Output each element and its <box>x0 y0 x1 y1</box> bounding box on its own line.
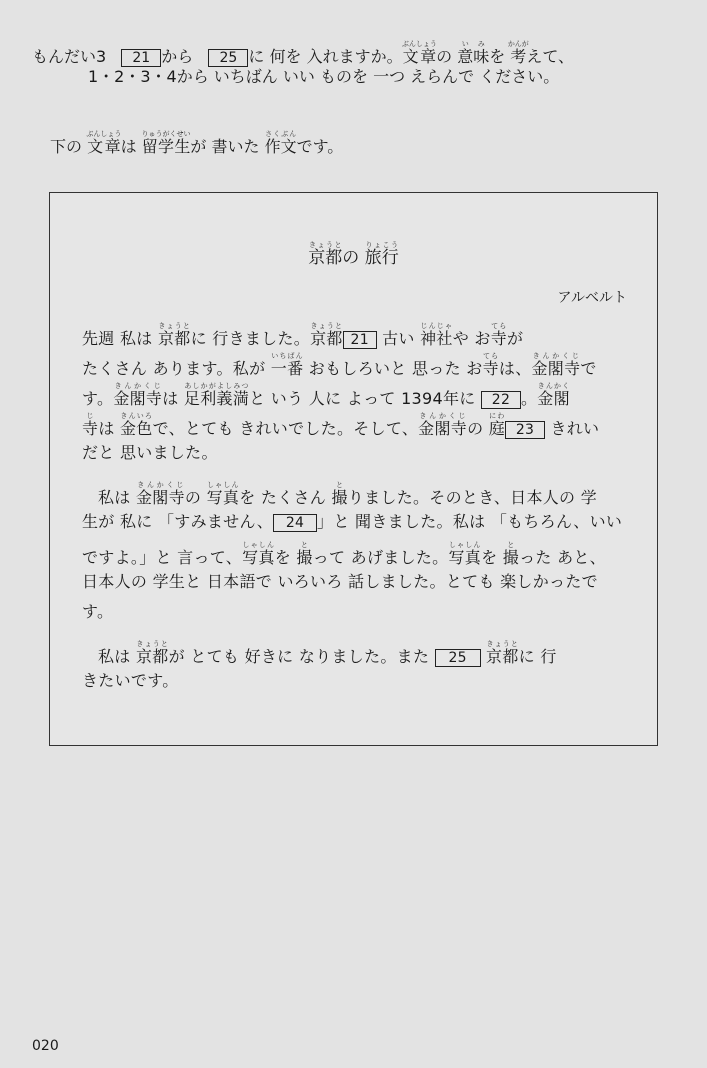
essay-line-10: す。 <box>82 602 114 621</box>
blank-23: 23 <box>505 421 545 439</box>
instruction-line-1 <box>32 40 574 68</box>
instruction-text-1: に 何を 入れますか。 <box>248 47 403 66</box>
essay-title: 京都きょうとの 旅行りょこう <box>308 241 399 268</box>
ruby-imi: 意味いみ <box>457 40 490 66</box>
essay-line-2: たくさん あります。私が 一番いちばん おもしろいと 思った お寺てらは、金閣寺きんかくじで <box>82 352 597 378</box>
essay-line-6: 私は 金閣寺きんかくじの 写真しゃしんを たくさん 撮とりました。そのとき、日本人の 学 <box>98 481 598 507</box>
essay-box <box>49 192 658 746</box>
ruby-kanga: 考かんが <box>507 40 529 66</box>
instruction-line-2: 1・2・3・4から いちばん いい ものを 一つ えらんで ください。 <box>88 67 560 86</box>
essay-line-12: きたいです。 <box>82 671 179 690</box>
blank-21: 21 <box>343 331 377 349</box>
essay-line-11: 私は 京都きょうとが とても 好きに なりました。また 25 京都きょうとに 行 <box>98 640 557 666</box>
blank-22: 22 <box>481 391 521 409</box>
essay-author: アルベルト <box>557 290 627 306</box>
essay-line-7: 生が 私に 「すみません、 24 」と 聞きました。私は 「もちろん、いい <box>82 512 623 531</box>
instruction-no: の <box>436 47 458 66</box>
instruction-kara: から <box>161 47 194 66</box>
blank-number-start: 21 <box>121 49 161 67</box>
essay-line-8: ですよ。」と 言って、写真しゃしんを 撮とって あげました。写真しゃしんを 撮とった あと、 <box>82 541 606 567</box>
blank-25: 25 <box>435 649 481 667</box>
blank-24: 24 <box>273 514 317 532</box>
essay-line-9: 日本人の 学生と 日本語で いろいろ 話しました。とても 楽しかったで <box>82 572 598 591</box>
problem-label: もんだい3 <box>32 47 107 66</box>
essay-line-4: 寺じは 金色きんいろで、とても きれいでした。そして、金閣寺きんかくじの 庭にわ23 きれい <box>82 412 600 438</box>
page-number: 020 <box>32 1038 59 1054</box>
intro-line: 下の 文章ぶんしょうは 留学生りゅうがくせいが 書いた 作文さくぶんです。 <box>50 130 344 156</box>
essay-line-3: す。金閣寺きんかくじは 足利義満あしかがよしみつと いう 人に よって 1394年に 22 。金閣きんかく <box>82 382 570 408</box>
essay-line-5: だと 思いました。 <box>82 443 218 462</box>
essay-line-1: 先週 私は 京都きょうとに 行きました。京都きょうと21 古い 神社じんじゃや お寺てらが <box>82 322 524 348</box>
instruction-wo: を <box>489 47 511 66</box>
blank-number-end: 25 <box>208 49 248 67</box>
instruction-text-2: えて、 <box>526 47 574 66</box>
ruby-bunshou: 文章ぶんしょう <box>401 40 437 66</box>
